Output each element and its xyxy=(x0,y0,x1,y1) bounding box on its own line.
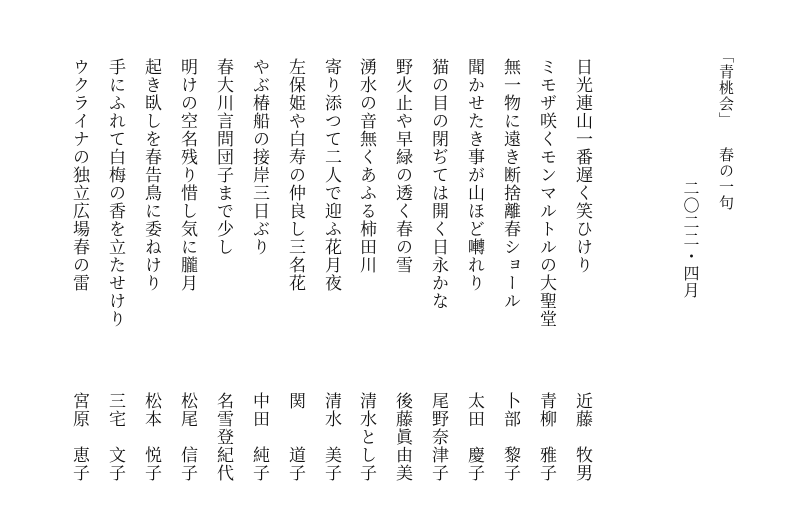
author-name: 名雪登紀代 xyxy=(213,392,233,482)
author-name: 関 道子 xyxy=(285,392,305,482)
haiku-line: 明けの空名残り惜し気に朧月 xyxy=(177,58,197,292)
haiku-line: ミモザ咲くモンマルトルの大聖堂 xyxy=(536,58,556,328)
haiku-line: 手にふれて白梅の香を立たせけり xyxy=(105,58,125,328)
author-name: 中田 純子 xyxy=(249,392,269,482)
author-name: 太田 慶子 xyxy=(464,392,484,482)
haiku-line: やぶ椿船の接岸三日ぶり xyxy=(249,58,269,256)
author-name: 清水 美子 xyxy=(321,392,341,482)
author-name: 宮原 恵子 xyxy=(69,392,89,482)
author-name: 松本 悦子 xyxy=(141,392,161,482)
haiku-line: 聞かせたき事が山ほど囀れり xyxy=(464,58,484,292)
haiku-line: 寄り添つて二人で迎ふ花月夜 xyxy=(321,58,341,292)
author-name: 松尾 信子 xyxy=(177,392,197,482)
author-name: 清水とし子 xyxy=(356,392,376,482)
haiku-line: 起き臥しを春告鳥に委ねけり xyxy=(141,58,161,292)
haiku-line: ウクライナの独立広場春の雷 xyxy=(69,58,89,292)
haiku-line: 野火止や早緑の透く春の雪 xyxy=(392,58,412,274)
haiku-line: 日光連山一番遅く笑ひけり xyxy=(572,58,592,274)
document-title: 「青桃会」 春の一句 xyxy=(717,48,735,211)
author-name: 後藤眞由美 xyxy=(392,392,412,482)
author-name: 青柳 雅子 xyxy=(536,392,556,482)
author-name: 近藤 牧男 xyxy=(572,392,592,482)
haiku-line: 猫の目の閉ぢては開く日永かな xyxy=(428,58,448,310)
haiku-line: 無一物に遠き断捨離春ショール xyxy=(500,58,520,310)
author-name: 三宅 文子 xyxy=(105,392,125,482)
haiku-line: 湧水の音無くあふる柿田川 xyxy=(356,58,376,274)
haiku-line: 左保姫や白寿の仲良し三名花 xyxy=(285,58,305,292)
document-date: 二〇二二・四月 xyxy=(681,180,700,299)
haiku-line: 春大川言問団子まで少し xyxy=(213,58,233,256)
author-name: 尾野奈津子 xyxy=(428,392,448,482)
author-name: 卜部 黎子 xyxy=(500,392,520,482)
